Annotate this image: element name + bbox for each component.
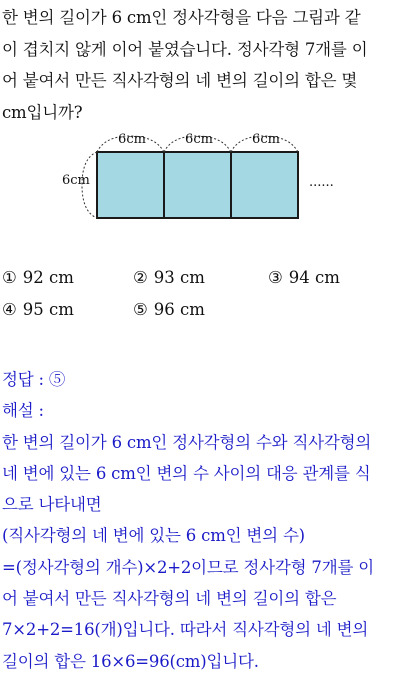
answer-section (2, 364, 398, 677)
top-label-1: 6cm (118, 132, 146, 147)
squares-figure (60, 128, 350, 228)
top-label-2: 6cm (185, 132, 213, 147)
top-label-3: 6cm (252, 132, 280, 147)
question-line: cm입니까? (2, 102, 83, 122)
explanation-label: 해설 : (2, 401, 44, 421)
choice-2[interactable] (133, 268, 205, 287)
choice-number: ① (2, 268, 17, 287)
explanation-line: =(정사각형의 개수)×2+2이므로 정사각형 7개를 이 (2, 557, 374, 577)
choice-number: ④ (2, 300, 17, 319)
choice-number: ② (133, 268, 148, 287)
choice-1[interactable] (2, 268, 74, 287)
choice-text: 95 cm (22, 300, 74, 319)
square-1 (97, 152, 164, 218)
side-label: 6cm (62, 173, 90, 188)
square-2 (164, 152, 231, 218)
choice-row (2, 268, 398, 300)
choice-text: 92 cm (22, 268, 74, 287)
ellipsis: ...... (309, 175, 334, 190)
choice-number: ⑤ (133, 300, 148, 319)
choice-row (2, 300, 398, 332)
question-line: 한 변의 길이가 6 cm인 정사각형을 다음 그림과 같 (2, 8, 361, 27)
explanation-line: 어 붙여서 만든 직사각형의 네 변의 길이의 합은 (2, 589, 337, 609)
choice-number: ③ (268, 268, 283, 287)
explanation-line: 네 변에 있는 6 cm인 변의 수 사이의 대응 관계를 식 (2, 463, 371, 483)
question-line: 이 겹치지 않게 이어 붙였습니다. 정사각형 7개를 이 (2, 39, 368, 59)
explanation-line: 길이의 합은 16×6=96(cm)입니다. (2, 651, 259, 671)
choice-4[interactable] (2, 300, 74, 319)
choice-5[interactable] (133, 300, 205, 319)
explanation-line: 으로 나타내면 (2, 495, 102, 515)
choice-text: 96 cm (153, 300, 205, 319)
explanation-line: 7×2+2=16(개)입니다. 따라서 직사각형의 네 변의 (2, 620, 369, 640)
choice-text: 94 cm (288, 268, 340, 287)
answer-label: 정답 : ⑤ (2, 370, 66, 389)
question-text (2, 2, 398, 128)
choice-text: 93 cm (153, 268, 205, 287)
square-3 (231, 152, 298, 218)
answer-choices (2, 268, 398, 332)
question-line: 어 붙여서 만든 직사각형의 네 변의 길이의 합은 몇 (2, 71, 358, 90)
explanation-line: 한 변의 길이가 6 cm인 정사각형의 수와 직사각형의 (2, 432, 372, 452)
explanation-line: (직사각형의 네 변에 있는 6 cm인 변의 수) (2, 526, 305, 546)
choice-3[interactable] (268, 268, 340, 287)
